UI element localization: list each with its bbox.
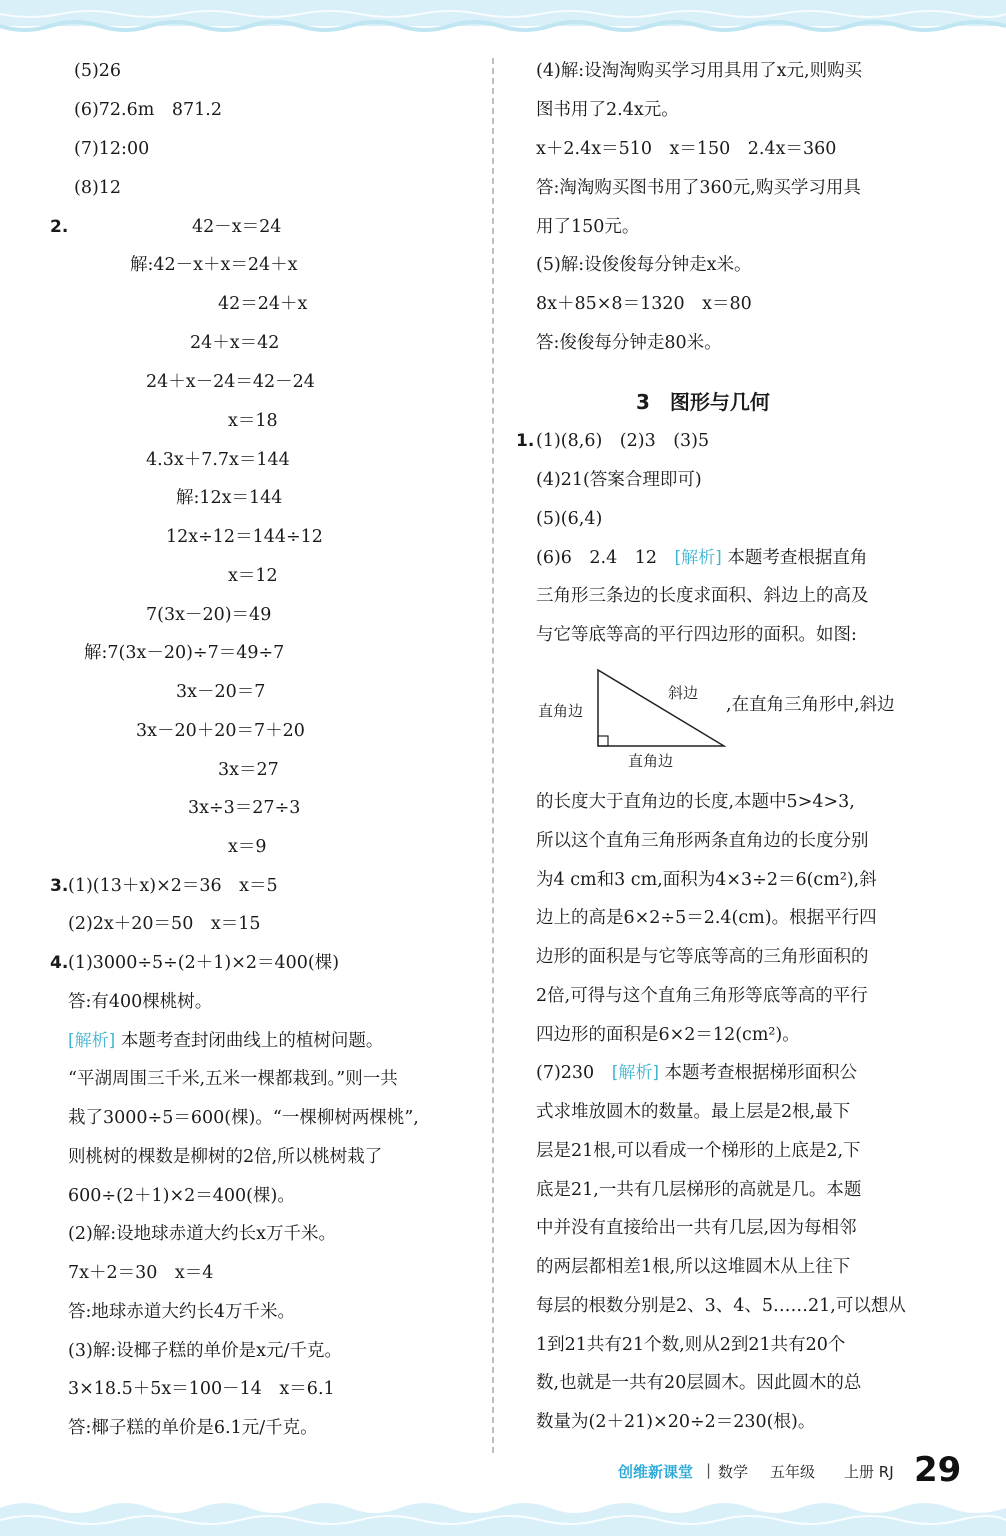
- analysis-tag: [解析]: [68, 1031, 116, 1051]
- analysis-line: 的长度大于直角边的长度,本题中5>4>3,: [536, 792, 855, 812]
- analysis-line: 层是21根,可以看成一个梯形的上底是2,下: [536, 1141, 861, 1161]
- answer-line: 答:俊俊每分钟走80米。: [536, 333, 722, 353]
- bottom-leg-label: 直角边: [628, 752, 674, 770]
- analysis-line: 与它等底等高的平行四边形的面积。如图:: [536, 625, 857, 645]
- equation-line: 3x－20＝7: [176, 682, 266, 702]
- answer-line: 用了150元。: [536, 217, 640, 237]
- analysis-line: ,在直角三角形中,斜边: [726, 695, 895, 715]
- equation-line: 3x＝27: [218, 760, 279, 780]
- analysis-line: 边形的面积是与它等底等高的三角形面积的: [536, 947, 869, 967]
- analysis-line: 栽了3000÷5＝600(棵)。“一棵柳树两棵桃”,: [68, 1108, 419, 1128]
- answer-line: (1)(8,6) (2)3 (3)5: [536, 431, 710, 451]
- answer-line: (5)(6,4): [536, 509, 603, 529]
- answer-line: (3)解:设椰子糕的单价是x元/千克。: [68, 1341, 342, 1361]
- answer-text: (7)230: [536, 1063, 595, 1083]
- analysis-line: 为4 cm和3 cm,面积为4×3÷2＝6(cm²),斜: [536, 870, 877, 890]
- analysis-line: 数量为(2＋21)×20÷2＝230(根)。: [536, 1412, 816, 1432]
- analysis-line: 则桃树的棵数是柳树的2倍,所以桃树栽了: [68, 1147, 383, 1167]
- hypotenuse-label: 斜边: [668, 684, 699, 702]
- equation-line: x＝9: [228, 837, 267, 857]
- answer-line: 答:淘淘购买图书用了360元,购买学习用具: [536, 178, 861, 198]
- answer-line: (4)21(答案合理即可): [536, 470, 702, 490]
- subject-label: 数学: [718, 1463, 749, 1481]
- analysis-line: 1到21共有21个数,则从2到21共有20个: [536, 1335, 846, 1355]
- answer-line: (5)26: [74, 61, 122, 81]
- analysis-line: 三角形三条边的长度求面积、斜边上的高及: [536, 586, 869, 606]
- equation-line: 42－x＝24: [192, 217, 282, 237]
- answer-line: (2)解:设地球赤道大约长x万千米。: [68, 1224, 337, 1244]
- equation-line: 24＋x＝42: [190, 333, 280, 353]
- equation-line: 3x÷3＝27÷3: [188, 798, 301, 818]
- answer-line: (5)解:设俊俊每分钟走x米。: [536, 255, 752, 275]
- analysis-line: 中并没有直接给出一共有几层,因为每相邻: [536, 1218, 857, 1238]
- answer-line: (1)3000÷5÷(2＋1)×2＝400(棵): [68, 953, 340, 973]
- equation-line: 12x÷12＝144÷12: [166, 527, 323, 547]
- answer-line: (4)解:设淘淘购买学习用具用了x元,则购买: [536, 61, 863, 81]
- page-footer: [618, 1452, 988, 1490]
- question-number: 3.: [50, 876, 69, 896]
- equation-line: x＝18: [228, 411, 278, 431]
- analysis-line: “平湖周围三千米,五米一棵都栽到。”则一共: [68, 1069, 398, 1089]
- equation-line: 解:42－x＋x＝24＋x: [130, 255, 298, 275]
- analysis-tag: [解析]: [611, 1063, 659, 1083]
- analysis-line: [68, 1026, 383, 1058]
- equation-line: 解:7(3x－20)÷7＝49÷7: [84, 643, 285, 663]
- answer-line: 答:地球赤道大约长4万千米。: [68, 1302, 296, 1322]
- question-number: 2.: [50, 217, 69, 237]
- page-number: 29: [914, 1450, 962, 1490]
- analysis-line: 的两层都相差1根,所以这堆圆木从上往下: [536, 1257, 851, 1277]
- analysis-text: 本题考查根据梯形面积公: [664, 1063, 858, 1083]
- analysis-line: [536, 1058, 857, 1090]
- equation-line: 4.3x＋7.7x＝144: [146, 450, 290, 470]
- column-divider: [492, 58, 494, 1453]
- analysis-line: 边上的高是6×2÷5＝2.4(cm)。根据平行四: [536, 908, 877, 928]
- right-triangle-figure: [516, 664, 726, 770]
- side-leg-label: 直角边: [538, 702, 584, 720]
- question-number: 4.: [50, 953, 69, 973]
- answer-line: 图书用了2.4x元。: [536, 100, 679, 120]
- equation-line: 7(3x－20)＝49: [146, 605, 272, 625]
- analysis-line: 式求堆放圆木的数量。最上层是2根,最下: [536, 1102, 851, 1122]
- analysis-text: 本题考查封闭曲线上的植树问题。: [120, 1031, 384, 1051]
- equation-line: 42＝24＋x: [218, 294, 308, 314]
- answer-line: 答:椰子糕的单价是6.1元/千克。: [68, 1418, 318, 1438]
- question-number: 1.: [516, 431, 535, 451]
- section-title: 3 图形与几何: [636, 390, 770, 414]
- answer-line: (8)12: [74, 178, 122, 198]
- equation-line: 解:12x＝144: [176, 488, 283, 508]
- analysis-line: 数,也就是一共有20层圆木。因此圆木的总: [536, 1373, 862, 1393]
- answer-line: 3×18.5＋5x＝100－14 x＝6.1: [68, 1379, 335, 1399]
- equation-line: 24＋x－24＝42－24: [146, 372, 315, 392]
- answer-line: x＋2.4x＝510 x＝150 2.4x＝360: [536, 139, 837, 159]
- equation-line: 3x－20＋20＝7＋20: [136, 721, 305, 741]
- answer-text: (6)6 2.4 12: [536, 548, 658, 568]
- analysis-line: 四边形的面积是6×2＝12(cm²)。: [536, 1025, 800, 1045]
- answer-line: (1)(13＋x)×2＝36 x＝5: [68, 876, 278, 896]
- footer-separator: |: [706, 1461, 712, 1479]
- analysis-line: 2倍,可得与这个直角三角形等底等高的平行: [536, 986, 868, 1006]
- answer-line: 8x＋85×8＝1320 x＝80: [536, 294, 752, 314]
- bottom-wave-band: [0, 1492, 1006, 1536]
- answer-line: 答:有400棵桃树。: [68, 992, 213, 1012]
- answer-line: 7x＋2＝30 x＝4: [68, 1263, 214, 1283]
- analysis-line: [536, 543, 867, 575]
- answer-line: (7)12:00: [74, 139, 150, 159]
- analysis-line: 600÷(2＋1)×2＝400(棵)。: [68, 1186, 295, 1206]
- equation-line: x＝12: [228, 566, 278, 586]
- answer-line: (2)2x＋20＝50 x＝15: [68, 914, 261, 934]
- analysis-line: 所以这个直角三角形两条直角边的长度分别: [536, 831, 869, 851]
- analysis-line: 底是21,一共有几层梯形的高就是几。本题: [536, 1180, 862, 1200]
- brand-name: 创维新课堂: [618, 1463, 694, 1481]
- grade-label: 五年级: [770, 1463, 816, 1481]
- analysis-line: 每层的根数分别是2、3、4、5……21,可以想从: [536, 1296, 906, 1316]
- analysis-tag: [解析]: [674, 548, 722, 568]
- volume-label: 上册 RJ: [844, 1463, 894, 1481]
- answer-line: (6)72.6m 871.2: [74, 100, 222, 120]
- top-wave-band: [0, 0, 1006, 44]
- analysis-text: 本题考查根据直角: [727, 548, 868, 568]
